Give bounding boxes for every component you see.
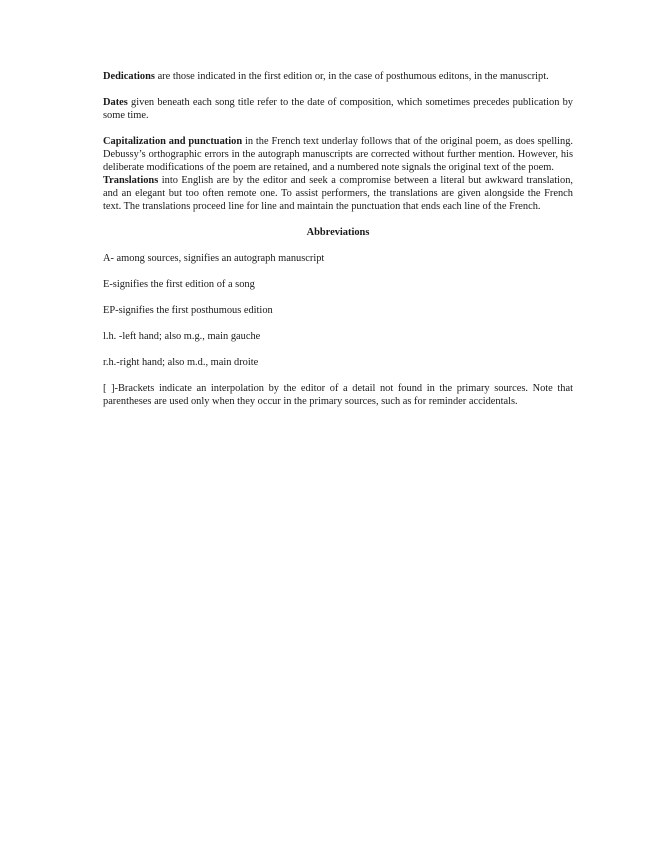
abbreviation-item: E-signifies the first edition of a song — [103, 279, 255, 290]
abbreviations-list — [103, 252, 573, 408]
note-text: are those indicated in the first edition or, in the case of posthumous editons, in the manuscript. — [154, 71, 549, 82]
note-term: Translations — [103, 175, 159, 186]
note-dates — [103, 96, 573, 122]
abbreviation-item: l.h. -left hand; also m.g., main gauche — [103, 331, 261, 342]
note-text: given beneath each song title refer to the date of composition, which sometimes precedes publication by some time. — [103, 97, 573, 121]
abbreviation-item: A- among sources, signifies an autograph manuscript — [103, 253, 325, 264]
note-term: Capitalization and punctuation — [103, 136, 243, 147]
note-translations — [103, 174, 573, 213]
note-capitalization — [103, 135, 573, 174]
note-text: in the French text underlay follows that of the original poem, as does spelling. Debussy’s orthographic errors in the autograph manuscripts are corrected without further mention. However, his deliberate modifications of the poem are retained, and a numbered note signals the original text of the poem. — [103, 136, 574, 173]
note-dedications — [103, 70, 573, 83]
note-text: into English are by the editor and seek a compromise between a literal but awkward translation, and an elegant but too often remote one. To assist performers, the translations are given alongside the French text. The translations proceed line for line and maintain the punctuation that ends each line of the French. — [103, 175, 573, 212]
note-term: Dedications — [103, 71, 155, 82]
abbreviations-heading: Abbreviations — [306, 227, 370, 238]
document-page — [103, 70, 573, 421]
abbreviation-item: EP-signifies the first posthumous edition — [103, 305, 273, 316]
abbreviation-item: [ ]-Brackets indicate an interpolation by the editor of a detail not found in the primary sources. Note that parentheses are used only when they occur in the primary sources, such as for reminder accidentals. — [103, 383, 573, 407]
abbreviation-item: r.h.-right hand; also m.d., main droite — [103, 357, 259, 368]
note-term: Dates — [103, 97, 128, 108]
